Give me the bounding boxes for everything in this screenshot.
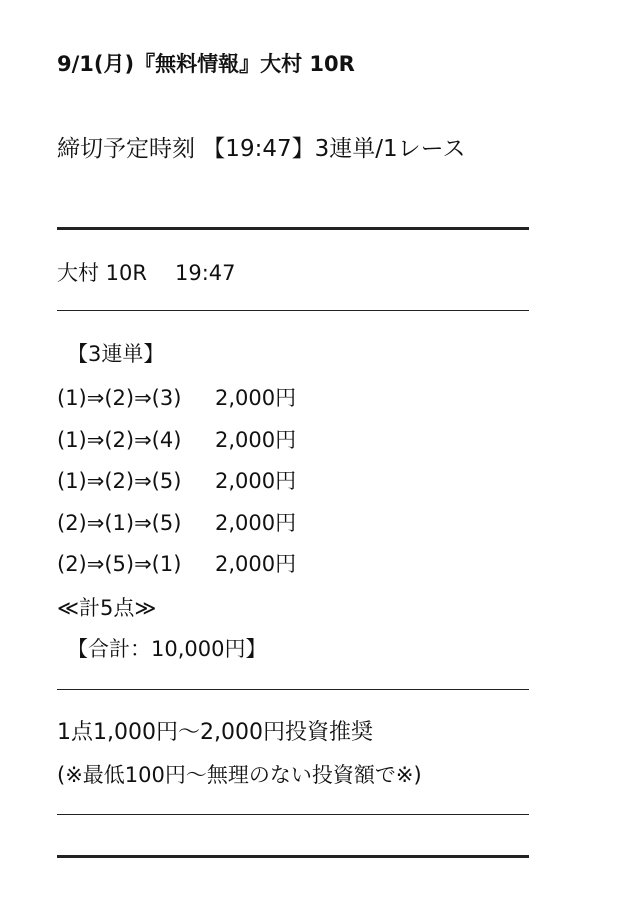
divider [57, 689, 529, 690]
bet-item [57, 461, 296, 503]
divider-thick [57, 855, 529, 858]
bet-amount: 2,000円 [215, 427, 297, 452]
race-info [57, 257, 236, 287]
divider [57, 310, 529, 311]
bet-combo: (2)⇒(1)⇒(5) [57, 510, 182, 535]
race-venue: 大村 10R [57, 261, 147, 285]
bet-combo: (1)⇒(2)⇒(4) [57, 427, 182, 452]
bet-list [57, 378, 296, 586]
bet-item [57, 503, 296, 545]
bet-combo: (1)⇒(2)⇒(3) [57, 386, 182, 410]
bet-combo: (1)⇒(2)⇒(5) [57, 469, 182, 493]
investment-recommendation: 1点1,000円〜2,000円投資推奨 [57, 720, 373, 745]
bet-item [57, 420, 296, 462]
bet-item [57, 378, 296, 420]
points-count: ≪計5点≫ [57, 596, 157, 620]
bet-combo: (2)⇒(5)⇒(1) [57, 552, 182, 576]
bet-item [57, 544, 296, 586]
bet-amount: 2,000円 [215, 469, 297, 493]
divider [57, 814, 529, 815]
divider-thick [57, 227, 529, 230]
bet-amount: 2,000円 [215, 386, 297, 410]
bet-type-label: 【3連単】 [67, 342, 165, 366]
bet-amount: 2,000円 [215, 552, 297, 576]
post-title: 9/1(月)『無料情報』大村 10R [57, 52, 355, 76]
investment-note: (※最低100円〜無理のない投資額で※) [57, 763, 422, 787]
race-time: 19:47 [175, 261, 236, 285]
bet-amount: 2,000円 [215, 510, 297, 535]
total-amount: 【合計：10,000円】 [67, 637, 267, 661]
deadline-text: 締切予定時刻 【19:47】3連単/1レース [57, 136, 466, 162]
